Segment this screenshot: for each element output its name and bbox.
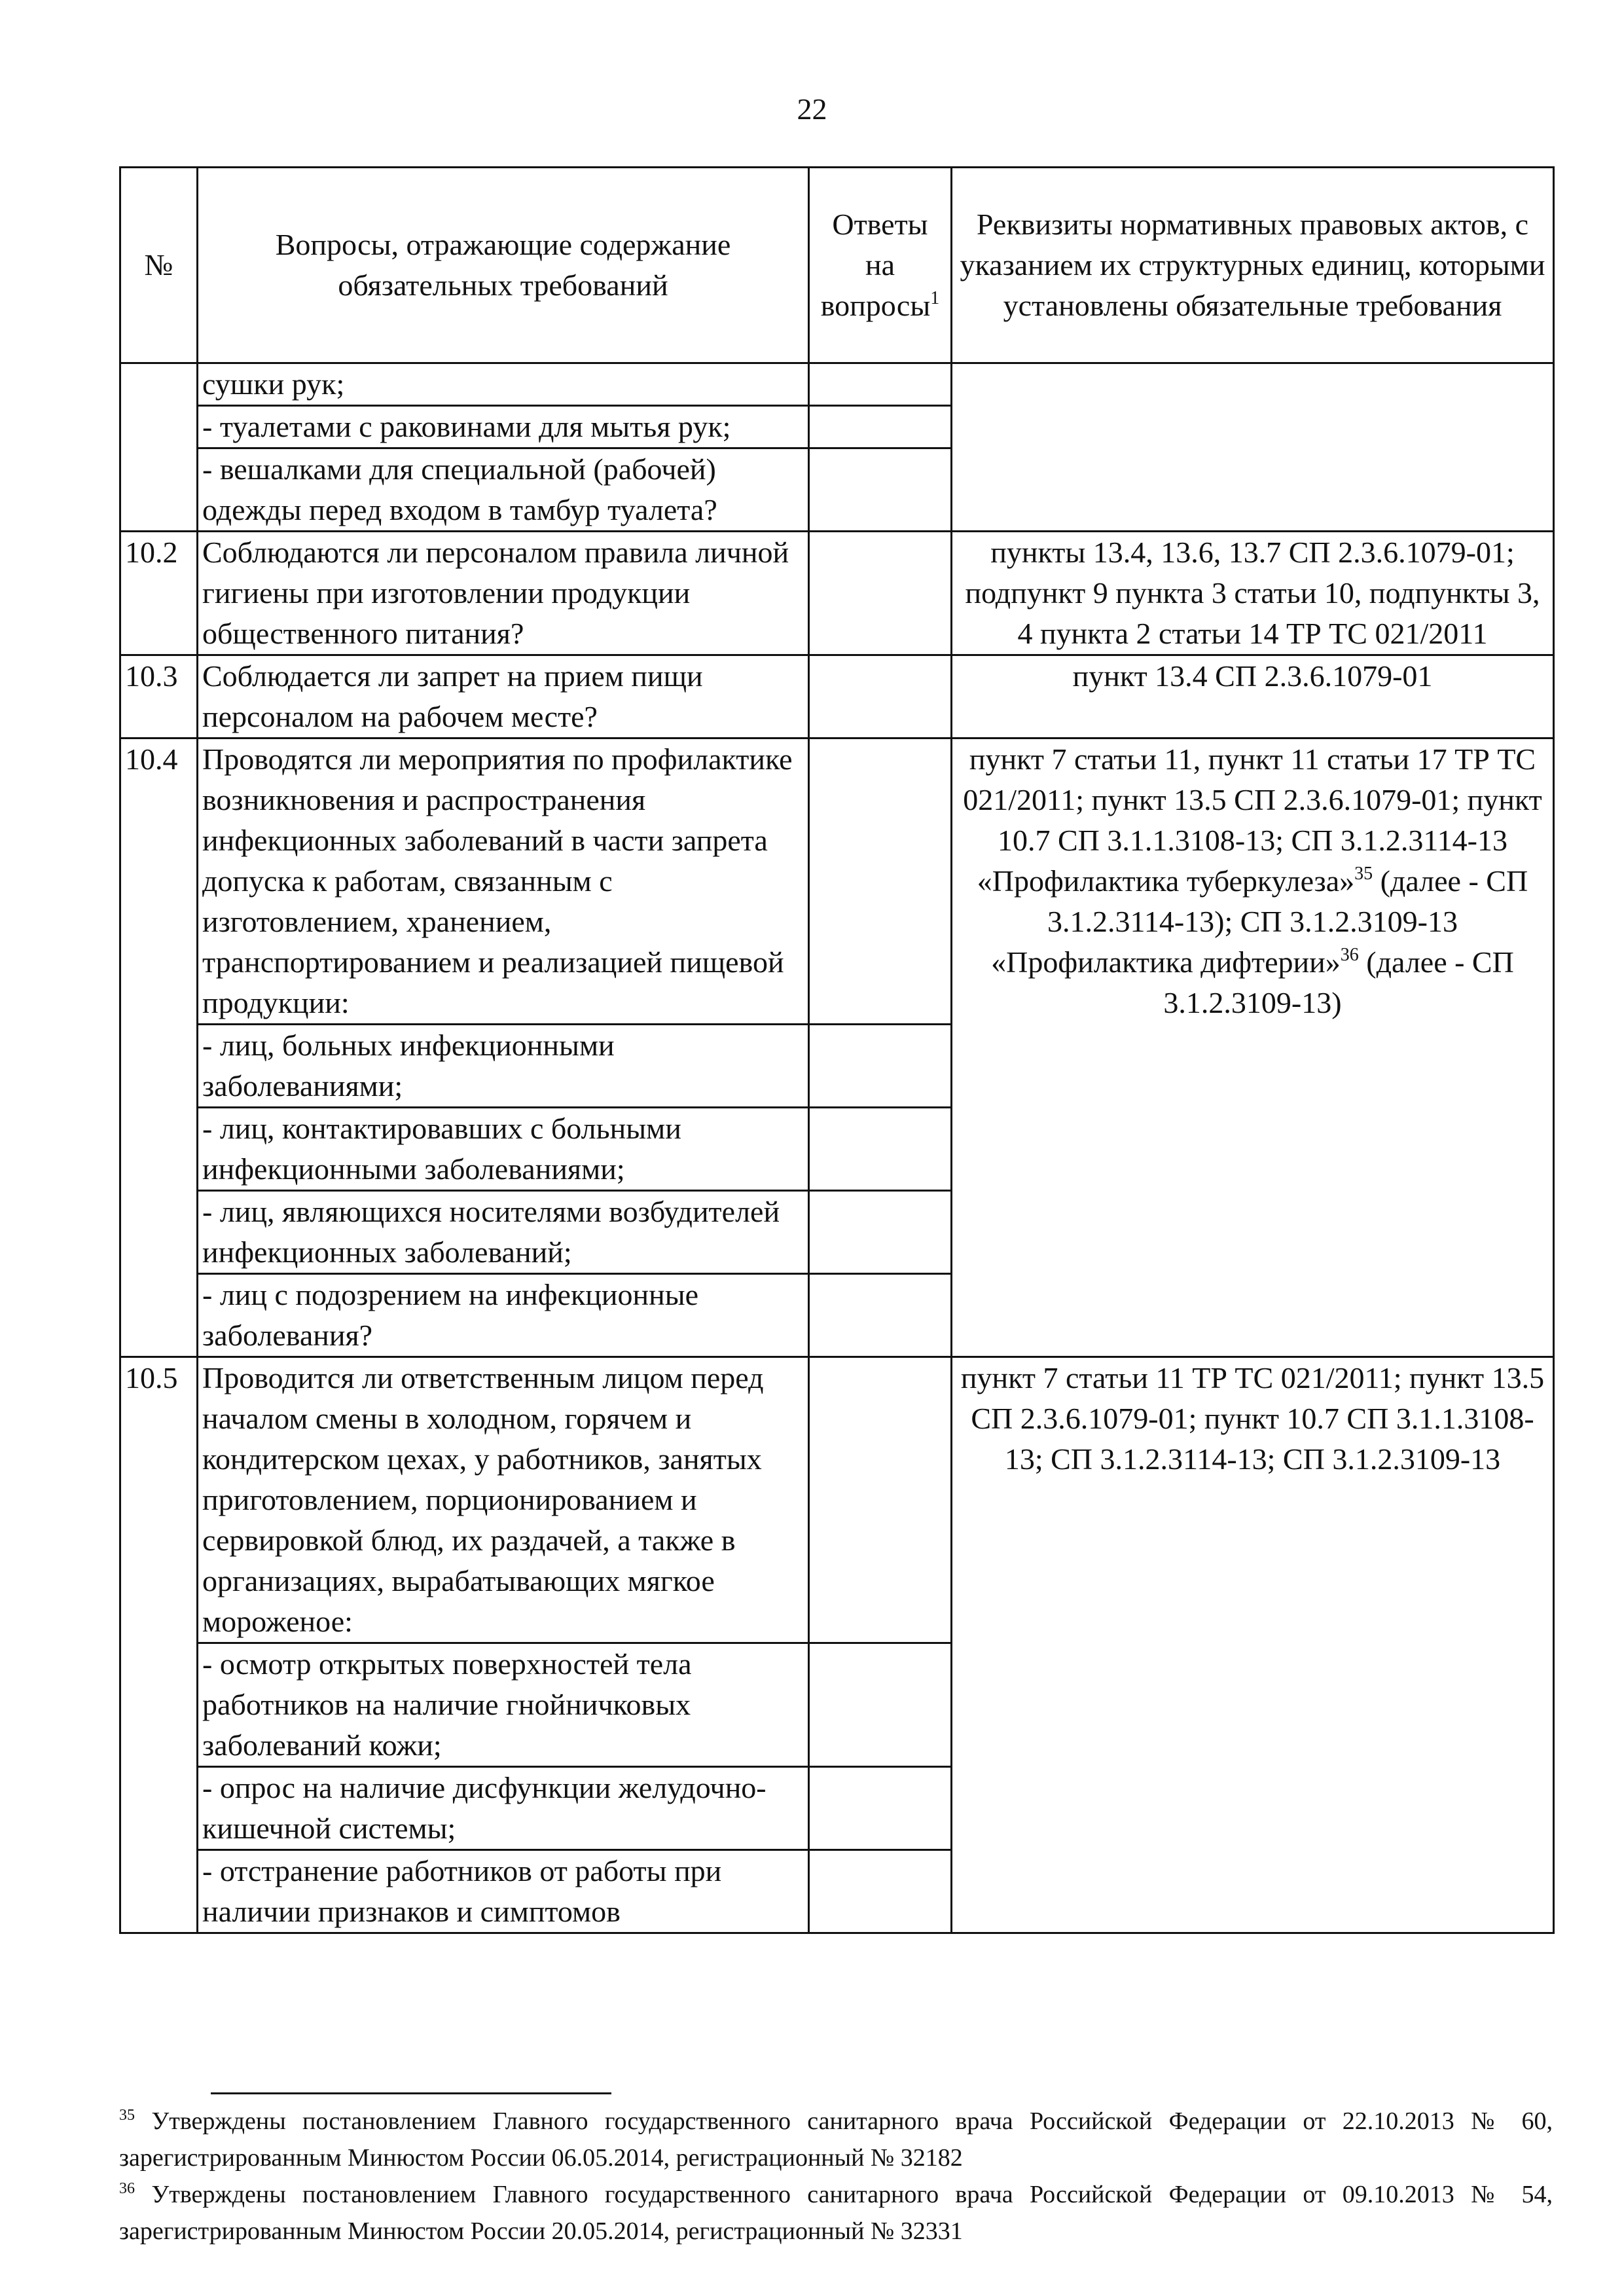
row-question: Соблюдаются ли персоналом правила личной гигиены при изготовлении продукции общественного питания?: [198, 532, 809, 655]
row-reference: [952, 363, 1554, 532]
row-question: - лиц, контактировавших с больными инфекционными заболеваниями;: [198, 1108, 809, 1191]
answer-cell[interactable]: [809, 363, 952, 406]
row-question: - вешалками для специальной (рабочей) одежды перед входом в тамбур туалета?: [198, 448, 809, 532]
footnote: [119, 2103, 1553, 2176]
row-number: 10.5: [120, 1357, 198, 1933]
requirements-table: [119, 166, 1555, 1934]
answer-cell[interactable]: [809, 448, 952, 532]
header-answer: [809, 168, 952, 363]
answer-cell[interactable]: [809, 1643, 952, 1767]
row-question: Соблюдается ли запрет на прием пищи персоналом на рабочем месте?: [198, 655, 809, 738]
answer-cell[interactable]: [809, 1025, 952, 1108]
table-row: [120, 1357, 1554, 1643]
row-question: - лиц, являющихся носителями возбудителей инфекционных заболеваний;: [198, 1191, 809, 1274]
answer-cell[interactable]: [809, 655, 952, 738]
row-question: Проводятся ли мероприятия по профилактике возникновения и распространения инфекционных заболеваний в части запрета допуска к работам, связанным с изготовлением, хранением, транспортированием и реализацией пищевой продукции:: [198, 738, 809, 1025]
answer-cell[interactable]: [809, 738, 952, 1025]
reference-text: (далее - СП 3.1.2.3114-13); СП 3.1.2.3109-13 «Профилактика дифтерии»: [991, 864, 1528, 979]
header-reference: Реквизиты нормативных правовых актов, с указанием их структурных единиц, которыми установлены обязательные требования: [952, 168, 1554, 363]
row-reference: пункты 13.4, 13.6, 13.7 СП 2.3.6.1079-01; подпункт 9 пункта 3 статьи 10, подпункты 3, 4 пункта 2 статьи 14 ТР ТС 021/2011: [952, 532, 1554, 655]
footnote-mark: 35: [119, 2107, 135, 2124]
answer-cell[interactable]: [809, 1108, 952, 1191]
footnote-mark-36: 36: [1340, 945, 1359, 965]
header-answer-footnote-mark: 1: [930, 288, 940, 308]
answer-cell[interactable]: [809, 1357, 952, 1643]
row-question: - лиц с подозрением на инфекционные заболевания?: [198, 1274, 809, 1357]
row-question: - туалетами с раковинами для мытья рук;: [198, 406, 809, 448]
table-row: [120, 363, 1554, 406]
table-row: [120, 532, 1554, 655]
row-number: 10.3: [120, 655, 198, 738]
answer-cell[interactable]: [809, 1274, 952, 1357]
row-question: - лиц, больных инфекционными заболеваниями;: [198, 1025, 809, 1108]
footnote-separator: [211, 2092, 611, 2094]
row-question: сушки рук;: [198, 363, 809, 406]
row-reference: пункт 7 статьи 11 ТР ТС 021/2011; пункт 13.5 СП 2.3.6.1079-01; пункт 10.7 СП 3.1.1.3108-13; СП 3.1.2.3114-13; СП 3.1.2.3109-13: [952, 1357, 1554, 1933]
row-reference: [952, 738, 1554, 1357]
answer-cell[interactable]: [809, 1767, 952, 1850]
reference-text: пункт 7 статьи 11, пункт 11 статьи 17 ТР ТС 021/2011; пункт 13.5 СП 2.3.6.1079-01; пункт 10.7 СП 3.1.1.3108-13; СП 3.1.2.3114-13 «Профилактика туберкулеза»: [963, 742, 1542, 898]
reference-text: (далее - СП 3.1.2.3109-13): [1163, 945, 1514, 1019]
answer-cell[interactable]: [809, 532, 952, 655]
header-number: №: [120, 168, 198, 363]
row-reference: пункт 13.4 СП 2.3.6.1079-01: [952, 655, 1554, 738]
footnote-text: Утверждены постановлением Главного государственного санитарного врача Российской Федерации от 09.10.2013 № 54, зарегистрированным Минюстом России 20.05.2014, регистрационный № 32331: [119, 2181, 1553, 2245]
row-number: 10.2: [120, 532, 198, 655]
table-header-row: [120, 168, 1554, 363]
row-number: 10.4: [120, 738, 198, 1357]
page-number: 22: [797, 92, 827, 126]
footnote-mark: 36: [119, 2180, 135, 2197]
header-answer-text: Ответы на вопросы: [820, 208, 931, 322]
row-question: - опрос на наличие дисфункции желудочно-кишечной системы;: [198, 1767, 809, 1850]
table-row: [120, 738, 1554, 1025]
table-row: [120, 655, 1554, 738]
footnotes: [119, 2103, 1553, 2250]
footnote: [119, 2176, 1553, 2250]
row-question: - отстранение работников от работы при наличии признаков и симптомов: [198, 1850, 809, 1933]
answer-cell[interactable]: [809, 1850, 952, 1933]
row-question: - осмотр открытых поверхностей тела работников на наличие гнойничковых заболеваний кожи;: [198, 1643, 809, 1767]
answer-cell[interactable]: [809, 406, 952, 448]
answer-cell[interactable]: [809, 1191, 952, 1274]
header-question: Вопросы, отражающие содержание обязательных требований: [198, 168, 809, 363]
row-number: [120, 363, 198, 532]
row-question: Проводится ли ответственным лицом перед началом смены в холодном, горячем и кондитерском цехах, у работников, занятых приготовлением, порционированием и сервировкой блюд, их раздачей, а также в организациях, вырабатывающих мягкое мороженое:: [198, 1357, 809, 1643]
footnote-mark-35: 35: [1354, 864, 1373, 884]
footnote-text: Утверждены постановлением Главного государственного санитарного врача Российской Федерации от 22.10.2013 № 60, зарегистрированным Минюстом России 06.05.2014, регистрационный № 32182: [119, 2107, 1553, 2172]
